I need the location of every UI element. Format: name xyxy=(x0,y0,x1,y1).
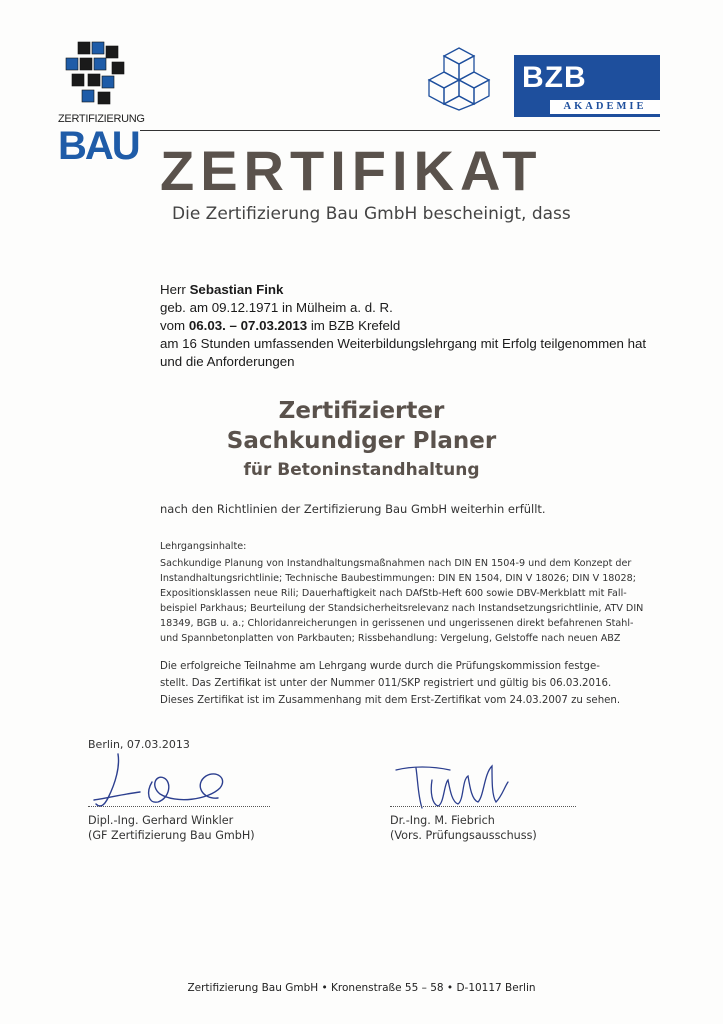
course-dates: 06.03. – 07.03.2013 xyxy=(188,318,308,333)
qualification-line3: für Betoninstandhaltung xyxy=(243,460,480,480)
header-divider xyxy=(140,130,660,131)
birth-line: geb. am 09.12.1971 in Mülheim a. d. R. xyxy=(160,300,393,315)
signature-winkler xyxy=(90,752,235,812)
outlined-cube-cluster-icon xyxy=(424,46,494,112)
signer-right-name: Dr.-Ing. M. Fiebrich xyxy=(390,814,495,827)
contents-line: Expositionsklassen neue Rili; Dauerhaftigkeit nach DAfStb-Heft 600 sowie DBV-Merkblatt mit Fall- xyxy=(160,588,627,599)
person-name-line xyxy=(160,281,283,299)
contents-line: Sachkundige Planung von Instandhaltungsmaßnahmen nach DIN EN 1504-9 und dem Konzept der xyxy=(160,558,632,569)
footer-address: Zertifizierung Bau GmbH • Kronenstraße 55 – 58 • D-10117 Berlin xyxy=(187,982,536,994)
validity-line: Die erfolgreiche Teilnahme am Lehrgang wurde durch die Prüfungskommission festge- xyxy=(160,661,600,672)
course-description-line: am 16 Stunden umfassenden Weiterbildungslehrgang mit Erfolg teilgenommen hat xyxy=(160,336,647,351)
qualification-line2: Sachkundiger Planer xyxy=(226,428,497,454)
place-date: Berlin, 07.03.2013 xyxy=(88,738,190,751)
certificate-title: ZERTIFIKAT xyxy=(160,139,543,202)
bzb-akademie-logo xyxy=(514,55,660,117)
cube-cluster-icon xyxy=(62,40,132,110)
signer-left-role: (GF Zertifizierung Bau GmbH) xyxy=(88,829,255,842)
zertifizierung-bau-logo xyxy=(58,40,145,170)
contents-line: beispiel Parkhaus; Beurteilung der Standsicherheitsrelevanz nach Instandsetzungsrichtlinie, ATV DIN xyxy=(160,603,644,614)
signature-line-left xyxy=(88,806,270,807)
logo-left-line1: ZERTIFIZIERUNG xyxy=(58,113,145,125)
contents-line: Instandhaltungsrichtlinie; Technische Baubestimmungen: DIN EN 1504, DIN V 18026; DIN V 18028; xyxy=(160,573,636,584)
signer-right xyxy=(390,813,537,843)
validity-text xyxy=(160,658,620,709)
guideline-text: nach den Richtlinien der Zertifizierung Bau GmbH weiterhin erfüllt. xyxy=(160,502,546,516)
salutation: Herr xyxy=(160,282,190,297)
course-suffix: im BZB Krefeld xyxy=(307,318,401,333)
akademie-text: AKADEMIE xyxy=(550,100,660,114)
signer-right-role: (Vors. Prüfungsausschuss) xyxy=(390,829,537,842)
signer-left-name: Dipl.-Ing. Gerhard Winkler xyxy=(88,814,234,827)
contents-line: und Spannbetonplatten von Parkbauten; Rissbehandlung: Vergelung, Gelstoffe nach neuen ABZ xyxy=(160,633,621,644)
signer-left xyxy=(88,813,255,843)
contents-line: 18349, BGB u. a.; Chloridanreicherungen in gerissenen und ungerissenen direkt befahrenen Stahl- xyxy=(160,618,634,629)
validity-line: stellt. Das Zertifikat ist unter der Nummer 011/SKP registriert und gültig bis 06.03.2016. xyxy=(160,678,612,689)
requirements-line: und die Anforderungen xyxy=(160,354,295,369)
course-date-line xyxy=(160,317,400,335)
signature-line-right xyxy=(390,806,576,807)
certificate-subtitle: Die Zertifizierung Bau GmbH bescheinigt, dass xyxy=(172,204,571,224)
logo-left-line2: BAU xyxy=(58,124,139,168)
person-name: Sebastian Fink xyxy=(189,282,284,297)
contents-body xyxy=(160,556,643,646)
qualification-line1: Zertifizierter xyxy=(278,398,445,424)
validity-line: Dieses Zertifikat ist im Zusammenhang mit dem Erst-Zertifikat vom 24.03.2007 zu sehen. xyxy=(160,695,621,706)
contents-heading: Lehrgangsinhalte: xyxy=(160,541,247,552)
signature-fiebrich xyxy=(392,760,527,812)
bzb-brand-text: BZB xyxy=(522,61,587,94)
course-prefix: vom xyxy=(160,318,189,333)
